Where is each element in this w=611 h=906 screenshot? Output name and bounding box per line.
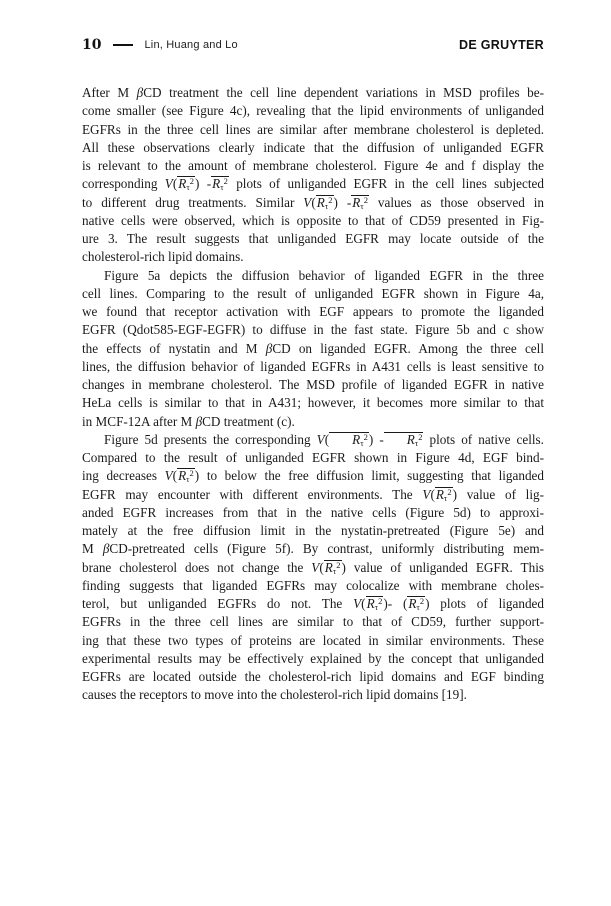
text-line: is relevant to the amount of membrane cholesterol. Figure 4e and f display the	[82, 158, 544, 173]
math-expression: $V(R_\tau^2)$	[164, 468, 200, 485]
math-expression: $R_\tau^2$	[384, 432, 424, 447]
text-line: ing decreases $V(R_\tau^2)$ to below the free diffusion limit, suggesting that liganded	[82, 468, 544, 485]
math-expression: $R_\tau^2$	[352, 194, 368, 211]
text-line: ing that these two types of proteins are located in similar environments. These	[82, 632, 544, 648]
text-line: brane cholesterol does not change the $V(R_\tau^2)$ value of unliganded EGFR. This	[82, 559, 544, 576]
page-header	[82, 37, 544, 53]
text-line: EGFRs are located outside the cholesterol-rich lipid domains and EGF binding	[82, 669, 544, 684]
text-line: come smaller (see Figure 4c), revealing that the lipid environments of unliganded	[82, 103, 544, 119]
text-line: the effects of nystatin and M βCD on liganded EGFR. Among the three cell	[82, 340, 544, 356]
text-line: we found that receptor activation with EGF appears to promote the liganded	[82, 304, 544, 319]
math-expression: $R_\tau^2$	[212, 176, 228, 193]
text-line: corresponding $V(R_\tau^2)$ $-R_\tau^2$ plots of unliganded EGFR in the cell lines subjected	[82, 176, 544, 193]
text-line: in MCF-12A after M βCD treatment (c).	[82, 413, 295, 429]
math-expression: $V(R_\tau^2)$	[422, 486, 457, 503]
text-line: finding suggests that liganded EGFRs may colocalize with membrane choles-	[82, 577, 544, 593]
text-line: All these observations clearly indicate that the diffusion of unliganded EGFR	[82, 139, 544, 155]
math-expression: V( $R_\tau^2$)	[316, 431, 374, 448]
body-text	[82, 84, 544, 705]
text-line: After M βCD treatment the cell line dependent variations in MSD profiles be-	[82, 85, 544, 100]
math-expression: $V(R_\tau^2)$	[164, 176, 200, 193]
math-expression: $V(R_\tau^2)$	[311, 559, 346, 576]
header-rule-dash	[113, 44, 133, 46]
text-line: Figure 5d presents the corresponding V( $R_\tau^2) - R_\tau^2$ plots of native cells.	[104, 431, 544, 448]
text-line: anded EGFR increases from that in the native cells (Figure 5d) to approxi-	[82, 504, 544, 520]
text-line: EGFR (Qdot585-EGF-EGFR) to diffuse in the fast state. Figure 5b and c show	[82, 322, 544, 338]
text-line: lines, the diffusion behavior of liganded EGFRs in A431 cells is least sensitive to	[82, 358, 544, 374]
text-line: terol, but unliganded EGFRs do not. The $V(R_\tau^2)-$ $(R_\tau^2)$ plots of liganded	[82, 596, 544, 612]
publisher-wordmark: DE GRUYTER	[459, 38, 544, 52]
page-number: 10	[82, 37, 102, 53]
text-line: to different drug treatments. Similar $V(R_\tau^2)$ $-R_\tau^2$ values as those observed in	[82, 194, 544, 211]
text-line: causes the receptors to move into the cholesterol-rich lipid domains [19].	[82, 687, 467, 703]
text-line: Compared to the result of unliganded EGFR shown in Figure 4d, EGF bind-	[82, 450, 544, 465]
text-line: native cells were observed, which is opposite to that of CD59 presented in Fig-	[82, 212, 544, 228]
math-expression: $(R_\tau^2)$	[402, 596, 430, 612]
text-line: EGFRs in the three cell lines are similar after membrane cholesterol is depleted.	[82, 121, 544, 137]
text-line: mately at the free diffusion limit in the nystatin-pretreated (Figure 5e) and	[82, 523, 544, 538]
text-line: HeLa cells is similar to that in A431; however, it becomes more similar to that	[82, 395, 544, 411]
math-expression: $V(R_\tau^2)$	[353, 596, 388, 612]
text-line: cholesterol-rich lipid domains.	[82, 249, 244, 265]
text-line: EGFR may encounter with different environments. The $V(R_\tau^2)$ value of lig-	[82, 486, 544, 503]
text-line: EGFRs in the three cell lines are similar to that of CD59, further support-	[82, 614, 544, 630]
math-expression: $V(R_\tau^2)$	[303, 194, 338, 211]
text-line: changes in membrane cholesterol. The MSD profile of liganded EGFR in native	[82, 377, 544, 392]
text-line: ure 3. The result suggests that unliganded EGFR may locate outside of the	[82, 231, 544, 246]
running-authors: Lin, Huang and Lo	[144, 39, 238, 51]
text-line: cell lines. Comparing to the result of unliganded EGFR shown in Figure 4a,	[82, 285, 544, 301]
text-line: M βCD-pretreated cells (Figure 5f). By contrast, uniformly distributing mem-	[82, 541, 544, 557]
text-line: experimental results may be effectively explained by the concept that unliganded	[82, 650, 544, 666]
text-line: Figure 5a depicts the diffusion behavior of liganded EGFR in the three	[104, 267, 544, 283]
